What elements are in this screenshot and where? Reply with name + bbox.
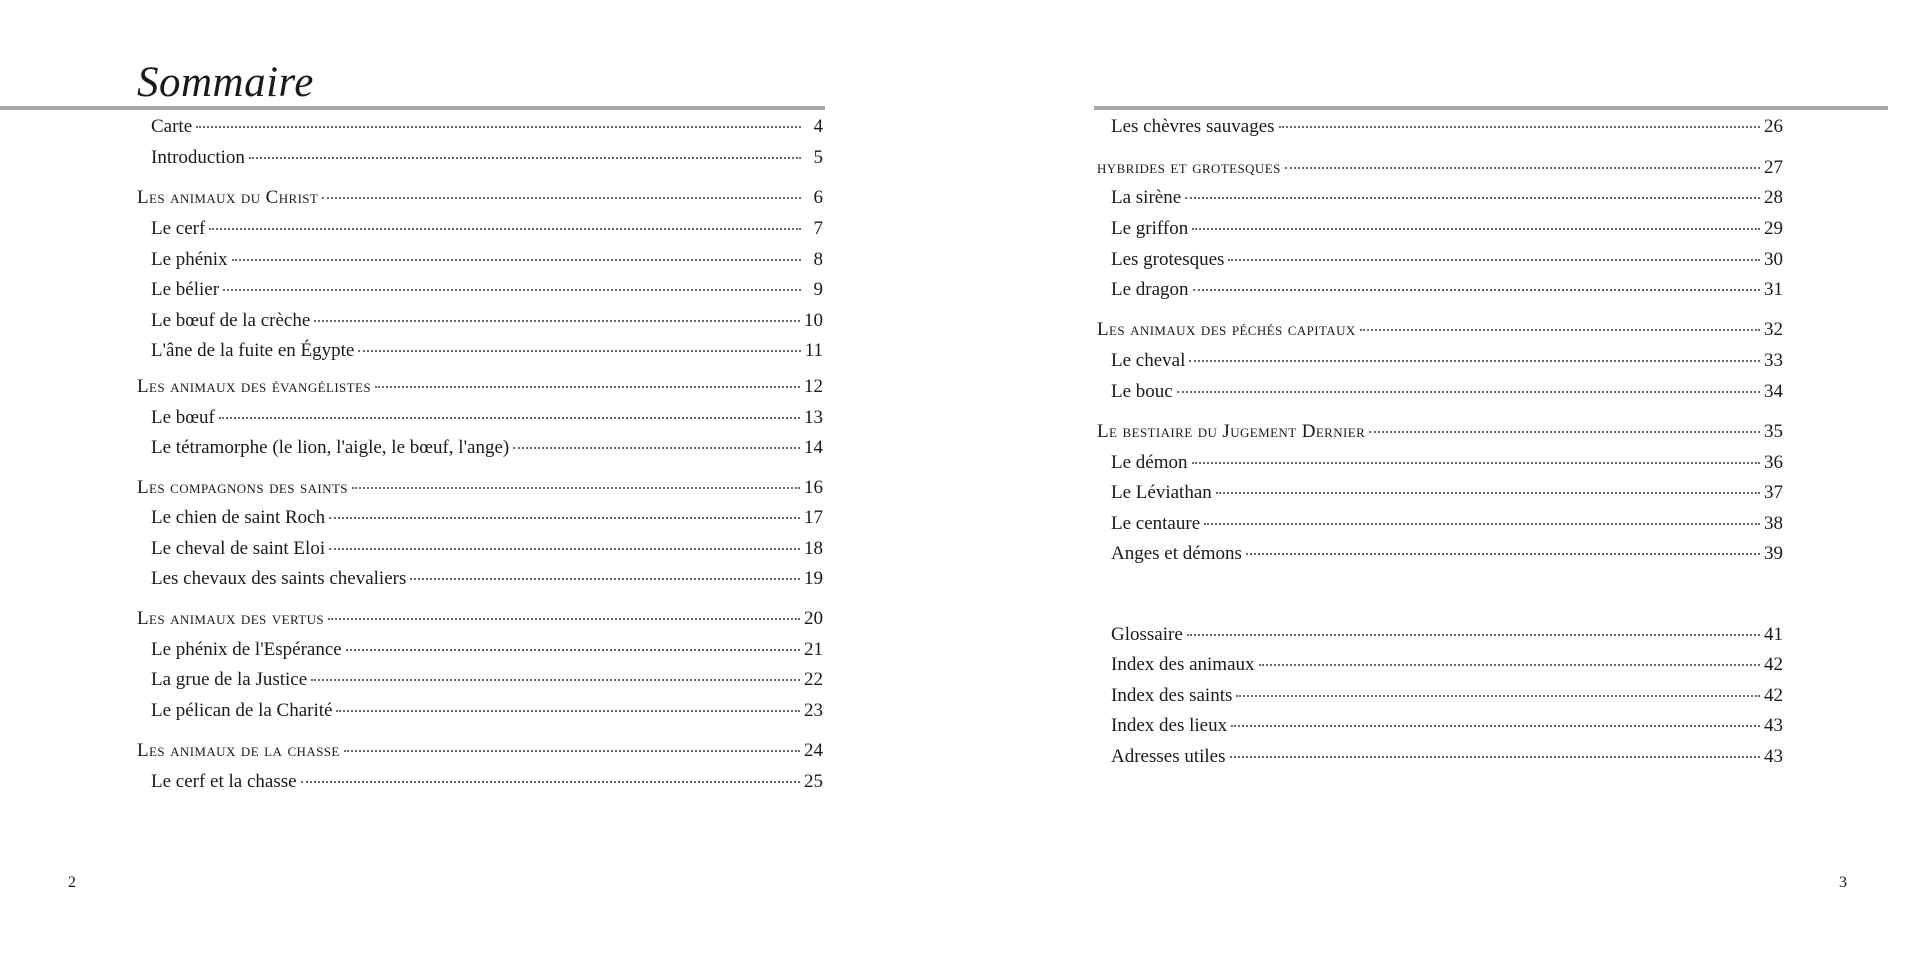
toc-label: Les chevaux des saints chevaliers: [151, 568, 407, 589]
toc-label: Le dragon: [1111, 279, 1189, 300]
dot-leader: [311, 679, 800, 681]
dot-leader: [1259, 664, 1760, 666]
dot-leader: [1192, 462, 1760, 464]
dot-leader: [344, 750, 800, 752]
toc-label: La sirène: [1111, 187, 1182, 208]
dot-leader: [1185, 197, 1760, 199]
dot-leader: [358, 350, 800, 352]
page-number-right: 3: [1839, 874, 1847, 891]
dot-leader: [513, 447, 800, 449]
toc-label: Les grotesques: [1111, 249, 1225, 270]
toc-page-number: 32: [1764, 319, 1783, 340]
toc-label: Le bouc: [1111, 381, 1173, 402]
toc-entry: [1111, 380, 1783, 404]
toc-page-number: 20: [804, 608, 823, 629]
title-rule-right: [1094, 106, 1888, 110]
toc-page-number: 30: [1764, 249, 1783, 270]
toc-entry: [151, 436, 823, 460]
toc-entry: [151, 339, 823, 363]
toc-label: Le chien de saint Roch: [151, 507, 326, 528]
toc-page-number: 43: [1764, 746, 1783, 767]
dot-leader: [1231, 725, 1760, 727]
toc-page-number: 29: [1764, 218, 1783, 239]
toc-page-number: 38: [1764, 513, 1783, 534]
dot-leader: [314, 320, 800, 322]
toc-page-number: 22: [804, 669, 823, 690]
toc-page-number: 21: [804, 639, 823, 660]
dot-leader: [219, 417, 800, 419]
dot-leader: [1369, 431, 1760, 433]
toc-page-number: 12: [804, 376, 823, 397]
toc-label: hybrides et grotesques: [1097, 157, 1281, 178]
toc-page-number: 8: [813, 249, 823, 270]
toc-label: Les chèvres sauvages: [1111, 116, 1275, 137]
toc-label: Le bestiaire du Jugement Dernier: [1097, 421, 1366, 442]
toc-section: [137, 739, 823, 763]
toc-entry: [151, 217, 823, 241]
toc-label: Le pélican de la Charité: [151, 700, 333, 721]
toc-entry: [1111, 481, 1783, 505]
toc-label: Index des animaux: [1111, 654, 1255, 675]
toc-page-number: 25: [804, 771, 823, 792]
dot-leader: [196, 126, 801, 128]
dot-leader: [1230, 756, 1760, 758]
toc-page-number: 7: [813, 218, 823, 239]
toc-entry: [1111, 623, 1783, 647]
dot-leader: [322, 197, 801, 199]
toc-label: Le cerf: [151, 218, 206, 239]
dot-leader: [301, 781, 800, 783]
toc-entry: [1111, 248, 1783, 272]
toc-entry: [1111, 745, 1783, 769]
toc-label: Le phénix de l'Espérance: [151, 639, 342, 660]
toc-label: Le cheval de saint Eloi: [151, 538, 326, 559]
toc-entry: [151, 309, 823, 333]
dot-leader: [329, 517, 800, 519]
dot-leader: [375, 386, 800, 388]
dot-leader: [352, 487, 800, 489]
page-number-left: 2: [68, 874, 76, 891]
toc-label: Le griffon: [1111, 218, 1189, 239]
toc-entry: [1111, 349, 1783, 373]
toc-page-number: 14: [804, 437, 823, 458]
toc-section: [137, 607, 823, 631]
dot-leader: [410, 578, 800, 580]
toc-page-number: 13: [804, 407, 823, 428]
dot-leader: [1193, 289, 1760, 291]
toc-page-number: 35: [1764, 421, 1783, 442]
dot-leader: [346, 649, 800, 651]
toc-page-number: 27: [1764, 157, 1783, 178]
toc-page-number: 9: [813, 279, 823, 300]
toc-page-number: 37: [1764, 482, 1783, 503]
toc-label: Le centaure: [1111, 513, 1201, 534]
dot-leader: [223, 289, 801, 291]
toc-page-number: 11: [804, 340, 823, 361]
toc-entry: [1111, 684, 1783, 708]
toc-page-number: 43: [1764, 715, 1783, 736]
toc-page-number: 19: [804, 568, 823, 589]
toc-label: Le bœuf de la crèche: [151, 310, 311, 331]
toc-entry: [1111, 714, 1783, 738]
toc-entry: [151, 699, 823, 723]
toc-page-number: 6: [813, 187, 823, 208]
toc-page-number: 31: [1764, 279, 1783, 300]
toc-page-number: 36: [1764, 452, 1783, 473]
toc-page-number: 39: [1764, 543, 1783, 564]
dot-leader: [1236, 695, 1760, 697]
toc-entry: [151, 638, 823, 662]
toc-page-number: 18: [804, 538, 823, 559]
toc-entry: [151, 406, 823, 430]
toc-page-number: 17: [804, 507, 823, 528]
toc-entry: [1111, 653, 1783, 677]
title-rule-left: [0, 106, 825, 110]
dot-leader: [1216, 492, 1760, 494]
toc-page-number: 24: [804, 740, 823, 761]
toc-section: [137, 375, 823, 399]
toc-label: Les animaux des vertus: [137, 608, 324, 629]
toc-page-number: 41: [1764, 624, 1783, 645]
toc-label: Le cerf et la chasse: [151, 771, 297, 792]
toc-entry: [151, 115, 823, 139]
toc-label: Carte: [151, 116, 193, 137]
toc-entry: [1111, 451, 1783, 475]
toc-entry: [1111, 186, 1783, 210]
dot-leader: [1187, 634, 1760, 636]
toc-page-number: 42: [1764, 654, 1783, 675]
toc-section: [137, 476, 823, 500]
toc-label: Adresses utiles: [1111, 746, 1226, 767]
toc-label: Le Léviathan: [1111, 482, 1212, 503]
toc-page-number: 42: [1764, 685, 1783, 706]
toc-label: Index des saints: [1111, 685, 1233, 706]
dot-leader: [209, 228, 801, 230]
toc-page-number: 4: [813, 116, 823, 137]
dot-leader: [329, 548, 800, 550]
toc-section: [137, 186, 823, 210]
dot-leader: [232, 259, 801, 261]
toc-entry: [151, 248, 823, 272]
toc-page-number: 33: [1764, 350, 1783, 371]
toc-entry: [151, 146, 823, 170]
toc-entry: [1111, 278, 1783, 302]
toc-label: Introduction: [151, 147, 245, 168]
page-title: Sommaire: [137, 59, 314, 106]
dot-leader: [1279, 126, 1760, 128]
toc-label: Le bœuf: [151, 407, 215, 428]
toc-label: Les animaux des évangélistes: [137, 376, 371, 397]
toc-label: Glossaire: [1111, 624, 1183, 645]
toc-label: Anges et démons: [1111, 543, 1242, 564]
dot-leader: [336, 710, 800, 712]
toc-section: [1097, 318, 1783, 342]
dot-leader: [328, 618, 800, 620]
dot-leader: [1285, 167, 1760, 169]
toc-entry: [1111, 542, 1783, 566]
dot-leader: [1192, 228, 1760, 230]
toc-page-number: 26: [1764, 116, 1783, 137]
dot-leader: [1228, 259, 1760, 261]
toc-entry: [1111, 512, 1783, 536]
dot-leader: [1360, 329, 1760, 331]
toc-page-number: 34: [1764, 381, 1783, 402]
toc-entry: [151, 770, 823, 794]
toc-entry: [1111, 217, 1783, 241]
toc-entry: [151, 537, 823, 561]
toc-label: L'âne de la fuite en Égypte: [151, 340, 355, 361]
toc-label: Les animaux du Christ: [137, 187, 319, 208]
dot-leader: [1204, 523, 1760, 525]
toc-label: Le bélier: [151, 279, 220, 300]
dot-leader: [1246, 553, 1760, 555]
toc-section: [1097, 156, 1783, 180]
toc-label: Le démon: [1111, 452, 1188, 473]
toc-page-number: 28: [1764, 187, 1783, 208]
toc-entry: [151, 567, 823, 591]
toc-entry: [151, 506, 823, 530]
toc-page-number: 23: [804, 700, 823, 721]
toc-entry: [151, 668, 823, 692]
toc-page-number: 5: [813, 147, 823, 168]
toc-section: [1097, 420, 1783, 444]
toc-entry: [151, 278, 823, 302]
toc-entry: [1111, 115, 1783, 139]
toc-label: Le cheval: [1111, 350, 1186, 371]
dot-leader: [249, 157, 801, 159]
toc-label: Les animaux des péchés capitaux: [1097, 319, 1356, 340]
dot-leader: [1177, 391, 1760, 393]
toc-label: Index des lieux: [1111, 715, 1228, 736]
toc-label: Le phénix: [151, 249, 228, 270]
toc-page-number: 16: [804, 477, 823, 498]
toc-label: La grue de la Justice: [151, 669, 308, 690]
dot-leader: [1189, 360, 1760, 362]
toc-label: Le tétramorphe (le lion, l'aigle, le bœuf, l'ange): [151, 437, 510, 458]
toc-label: Les compagnons des saints: [137, 477, 348, 498]
toc-page-number: 10: [804, 310, 823, 331]
toc-label: Les animaux de la chasse: [137, 740, 340, 761]
